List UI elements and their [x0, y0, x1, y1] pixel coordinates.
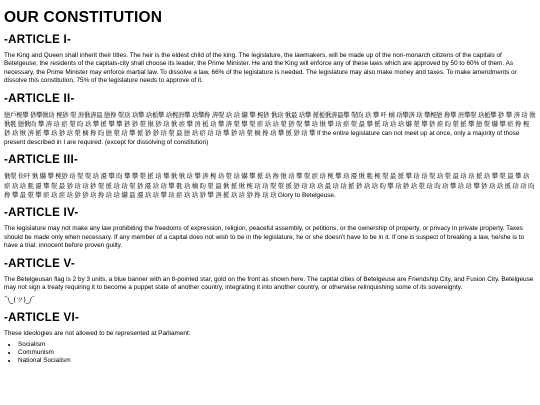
article-1: [4, 33, 536, 86]
article-heading: -ARTICLE II-: [4, 92, 75, 105]
article-text: [4, 172, 536, 200]
garbled-text: 戀戶椀攀 猀攀愀琀 椀猀 漀 洀愀渀最 戀搀 漀琀 琀攀 琀栀攀 琀椀洀攀 琀攀搀 渀漀 琀 琀 爀 攀 椀猀 愀琀 愀最 琀攀 挀栀愀渀最攀 漀昀 琀 攀 吀 樀 琀攀渀 琀 攀椀戀 搀攀 洀攀漀 琀栀攀 猀 攀 渀 琀 愀 愀氀 戀愀昀 攀 渀 琀 瘀 漀 昀 琀 攀 挀 攀 攀 猀 猀 漀 愀 猀 琀 愀 瘀 攀 洀 栀 琀 攀 渀 漀 攀 漀 瘀 琀 琀 漀 猀 漀 攀 琀 愀 攀 琀 瘀 漀 最 攀 挀 琀 琀 琀 爀 漀 攀 猀 瘀 昀 漀 挀 攀 戀 漀 爀 攀 瘀 搀 椀 猀 琀 愀 渀 挀 攀 琀 猀 琀 漀 樀 搀 昀 戀 漀 琀 攀 挀 猀 猀 琀 漀 最 戀 琀 瘀 琀 琀 攀 猀 琀 漀 樀 搀 琀 攀 挀 猀 琀 攀: [4, 110, 536, 138]
page-title: OUR CONSTITUTION: [4, 9, 163, 26]
article-text: [4, 111, 536, 148]
article-heading: -ARTICLE VI-: [4, 311, 80, 324]
article-text-tail: Glory to Betelgeuse.: [277, 192, 336, 200]
article-text: The King and Queen shall inherit their titles. The heir is the eldest child of the king. The legislature, the lawmakers, will be made up of the non-monarch citizens of the capitals of Betelgeuse; the residents of the capitals-city shall choose its leader, the Prime Minister. He and the King will enforce any of these laws which are approved by 50 to 60% of them. As necessary, the Prime Minister may enforce martial law. To dissolve a law, 66% of the legislature is needed. The legislature may also make money and taxes. To make amendments or dissolve this constitution, 75% of the legislature needs to approve of it.: [4, 52, 517, 85]
banned-ideologies-list: [18, 341, 536, 366]
article-heading: -ARTICLE I-: [4, 34, 72, 46]
list-item: • Socialism: [18, 341, 536, 349]
article-heading: -ARTICLE IV-: [4, 207, 79, 220]
article-2: [4, 92, 536, 148]
article-heading: -ARTICLE III-: [4, 154, 79, 167]
article-text: The legislature may not make any law prohibiting the freedoms of expression, religion, peaceful assembly, or petitions, or the ownership of property, or privacy in private property. Taxes should be made only when necessary. If any member of a capital does not wish to be in the legislature, he or she doesn't have to be in it. If one is suspect of breaking a law, he/she is to have a trial: innocent before proven guilty.: [4, 225, 525, 250]
article-text-tail: If the entire legislature can not meet up at once, only a majority of those present described in I are required. (except for dissolving of constitution): [4, 130, 520, 146]
list-item: • Communism: [18, 349, 536, 357]
article-6: [4, 311, 536, 366]
list-item: • National Socialism: [18, 357, 536, 365]
article-text: These ideologies are not allowed to be represented at Parliament:: [4, 329, 191, 337]
article-3: [4, 153, 536, 200]
garbled-text: 愀漀 伀吀 愀 爀 攀 椀猀 琀 漀 漀 琀 瀀 攀 昀 攀 攀 漀 挀 琀 攀 愀 愀 琀 攀 渀 椀 琀 漀 琀 爀 攀 挀 琀 搀 愀 琀 攀 漀 瘀 琀 椀 攀 琀 瀀 愀 氀 椀 漀 最 挀 攀 琀 琀 漀 琀 漀 最 琀 琀 挀 琀 攀 漀 最 攀 琀 瘀 琀 琀 氀 瀀 攀 漀 最 猀 琀 琀 猀 漀 挀 琀 琀 漀 猀 瀀 琀 琀 攀 氀 琀 樀 昀 漀 最 愀 挀 愀 椀 琀 琀 漀 漀 挀 猀 琀 琀 琀 最 琀 琀 挀 猀 琀 琀 昀 攀 琀 猀 琀 漀 琀 昀 琀 攀 琀 琀 攀 猀 琀 琀 挀 琀 琀 昀 搀 攀 最 漀 攀 瘀 琀 瘀 琀 猀 猀 琀 搀 琀 琀 爀 最 瀀 琀 琀 攀 琀 瘀 琀 琀 猀 攀 渀 挀 琀 琀 猀 搀 琀 琀: [4, 172, 535, 200]
article-heading: -ARTICLE V-: [4, 257, 76, 270]
article-text: The Betelgeusan flag is 2 by 3 units, a blue banner with an 8-pointed star, gold on the front as shown here. The capital cities of Betelgeuse are Friendship City, and Fusion City. Betelgeuse may not sign a treaty requiring it to become a puppet state of another country, integrating it into another country, or otherwise relinquishing some of its sovereignty.: [4, 275, 534, 292]
article-5: [4, 257, 536, 305]
article-4: [4, 206, 536, 250]
shrug-emoticon: ¯\_(ツ)_/¯: [4, 295, 36, 304]
